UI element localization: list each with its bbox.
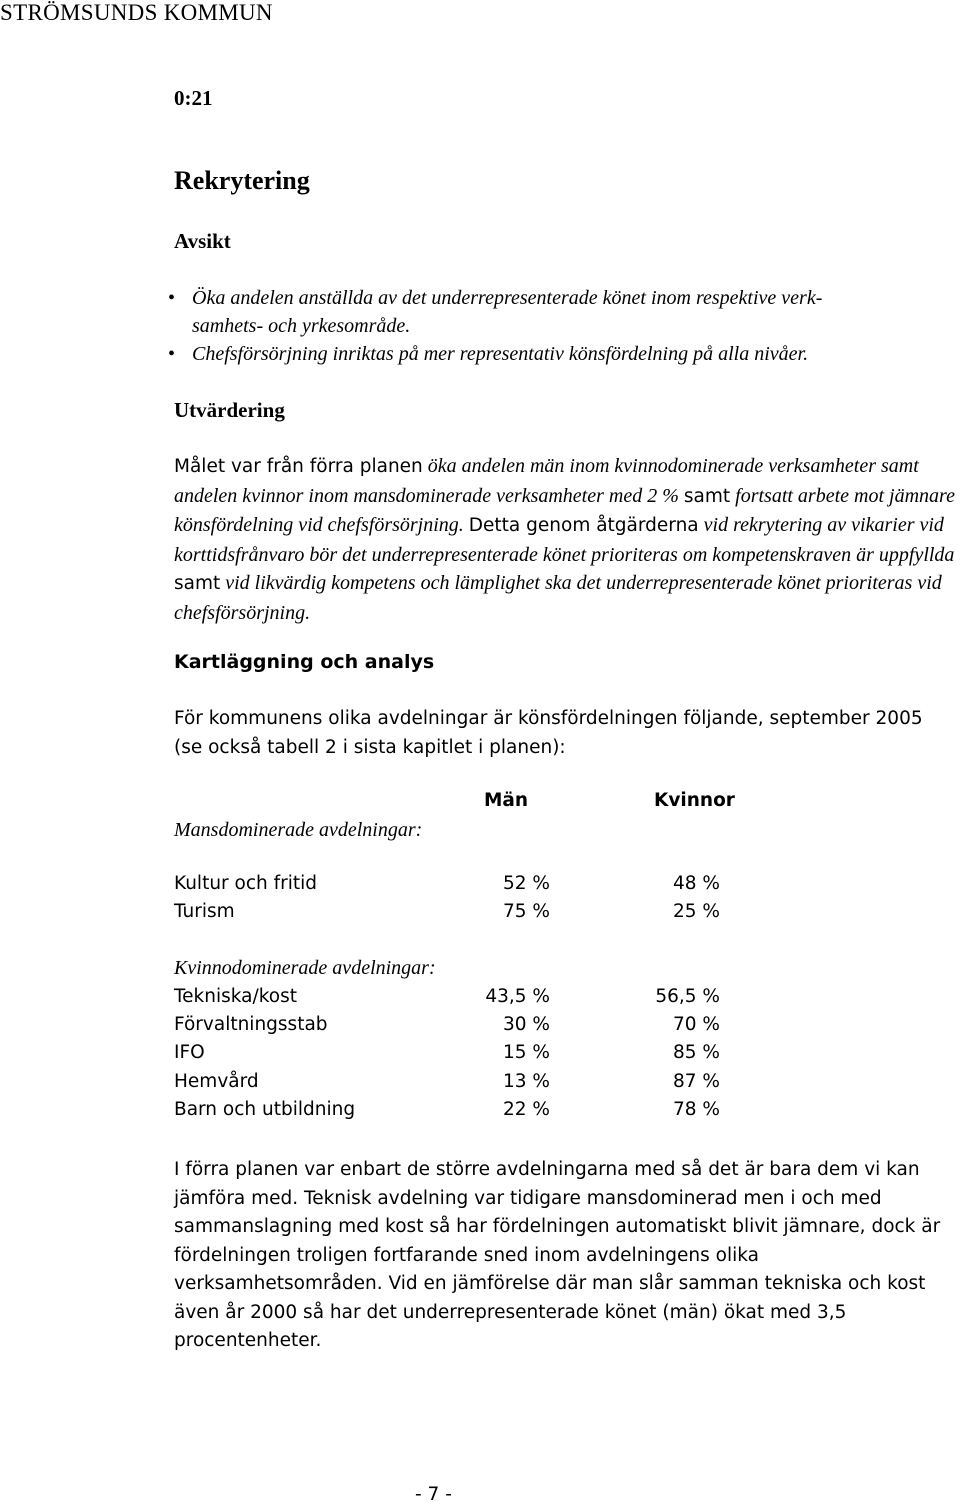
women-percent: 56,5 % [655, 986, 720, 1007]
utvardering-paragraph [174, 452, 960, 627]
text-run: vid likvärdig kompetens och lämplighet ska det underrepresenterade könet prioriteras vid chefsförsörjning. [174, 572, 942, 624]
table-row [174, 1099, 734, 1127]
document-number: 0:21 [174, 86, 213, 110]
utvardering-heading: Utvärdering [174, 398, 285, 422]
conclusion-paragraph: I förra planen var enbart de större avdelningarna med så det är bara dem vi kan jämföra med. Teknisk avdelning var tidigare mansdominerad men i och med sammanslagning med kost så har fördelningen automatiskt blivit jämnare, dock är fördelningen troligen fortfarande sned inom avdelningens olika verksamhetsområden. Vid en jämförelse där man slår samman tekniska och kost även år 2000 så har det underrepresenterade könet (män) ökat med 3,5 procentenheter. [174, 1159, 941, 1351]
bullet-text-line: Öka andelen anställda av det underrepresenterade könet inom respektive verk- [192, 287, 823, 309]
column-header-women: Kvinnor [654, 790, 735, 811]
men-percent: 15 % [503, 1042, 550, 1063]
text-run: Målet var från förra planen [174, 456, 423, 477]
table-row [174, 901, 734, 929]
bullet-text-line: samhets- och yrkesområde. [192, 315, 411, 337]
women-percent: 25 % [673, 901, 720, 922]
men-percent: 13 % [503, 1071, 550, 1092]
table-row [174, 1042, 734, 1070]
list-item [168, 284, 822, 340]
women-percent: 70 % [673, 1014, 720, 1035]
table-row [174, 1071, 734, 1099]
group-label-female-dominated: Kvinnodominerade avdelningar: [174, 957, 436, 979]
women-percent: 85 % [673, 1042, 720, 1063]
text-run: samt [683, 485, 731, 507]
department-name: Förvaltningsstab [174, 1014, 328, 1035]
text-run: vid rekrytering av vikarier vid korttidsfrånvaro bör det underrepresenterade könet prioriteras om kompetenskraven är uppfyllda [174, 514, 955, 566]
kartlaggning-heading: Kartläggning och analys [174, 651, 435, 673]
column-header-men: Män [484, 790, 529, 811]
women-percent: 78 % [673, 1099, 720, 1120]
page-title: Rekrytering [174, 166, 310, 195]
department-name: Hemvård [174, 1071, 259, 1092]
women-percent: 87 % [673, 1071, 720, 1092]
women-percent: 48 % [673, 873, 720, 894]
bullet-icon: • [168, 343, 176, 365]
department-name: Tekniska/kost [174, 986, 297, 1007]
department-name: Kultur och fritid [174, 873, 318, 894]
men-percent: 43,5 % [485, 986, 550, 1007]
department-name: IFO [174, 1042, 205, 1063]
avsikt-bullet-list [168, 284, 822, 368]
men-percent: 30 % [503, 1014, 550, 1035]
text-run: samt [174, 573, 221, 594]
bullet-icon: • [168, 287, 176, 309]
table-row [174, 873, 734, 901]
men-percent: 52 % [503, 873, 550, 894]
table-row [174, 1014, 734, 1042]
men-percent: 75 % [503, 901, 550, 922]
text-run: öka andelen män inom kvinnodominerade verksamheter samt andelen kvinnor inom mansdominerade verksamheter med 2 % [174, 455, 919, 507]
text-run: Detta genom åtgärderna [468, 515, 699, 536]
department-name: Barn och utbildning [174, 1099, 356, 1120]
table-row [174, 986, 734, 1014]
list-item [168, 340, 822, 368]
text-run: fortsatt arbete mot jämnare könsfördelning vid chefsförsörjning. [174, 484, 955, 536]
avsikt-heading: Avsikt [174, 229, 231, 253]
organization-header: STRÖMSUNDS KOMMUN [0, 0, 273, 25]
bullet-text-line: Chefsförsörjning inriktas på mer representativ könsfördelning på alla nivåer. [192, 343, 809, 365]
kartlaggning-intro: För kommunens olika avdelningar är könsfördelningen följande, september 2005 (se också tabell 2 i sista kapitlet i planen): [174, 708, 923, 758]
department-name: Turism [174, 901, 235, 922]
page-number: - 7 - [415, 1484, 452, 1505]
men-percent: 22 % [503, 1099, 550, 1120]
group-label-male-dominated: Mansdominerade avdelningar: [174, 819, 423, 841]
